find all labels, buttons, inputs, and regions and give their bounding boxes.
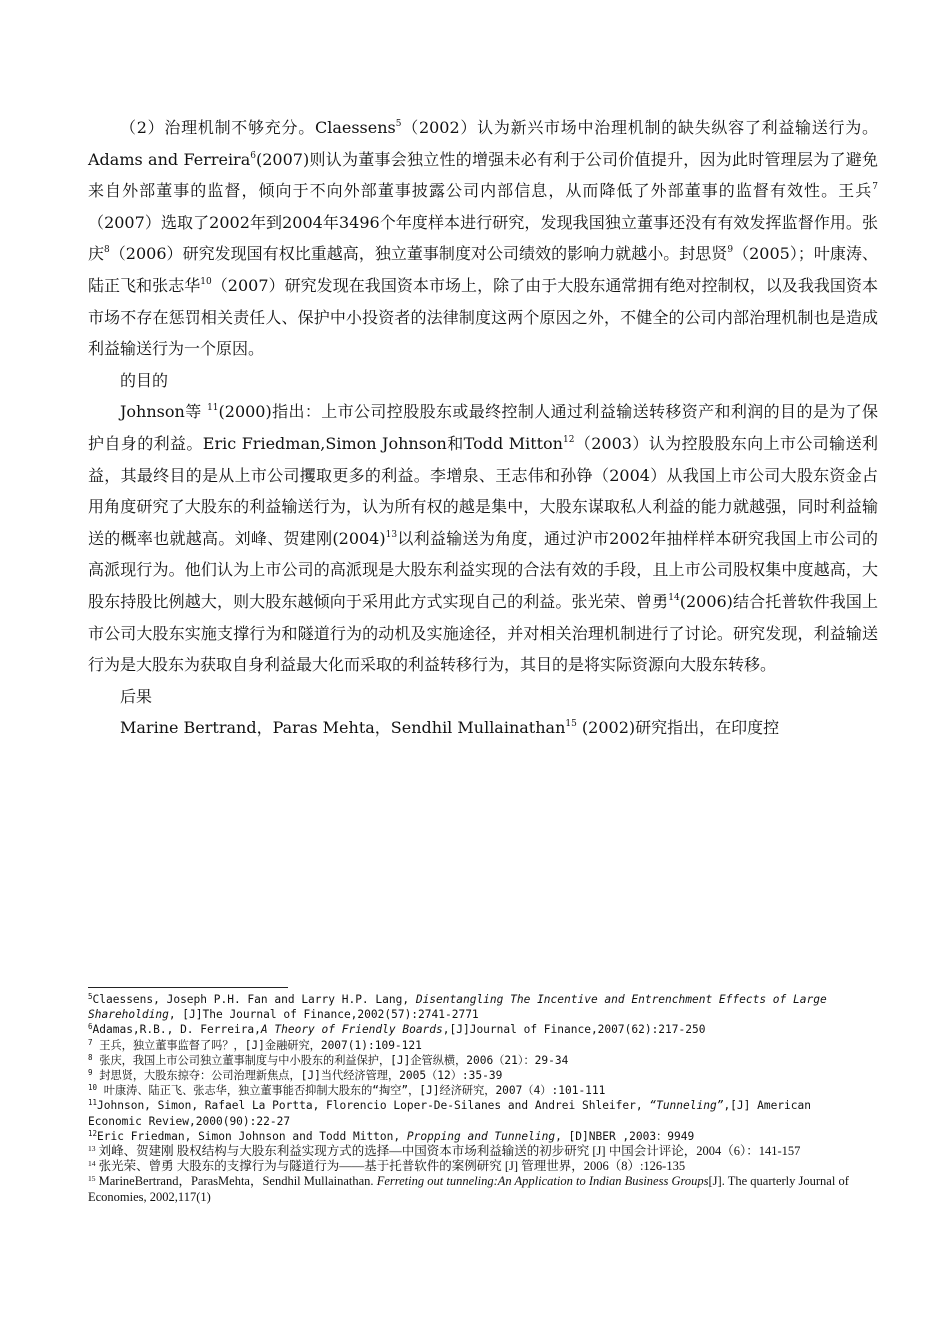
text-run: 张光荣、曾勇 大股东的支撑行为与隧道行为——基于托普软件的案例研究 [J] 管理世界，2006（8）:126-135 xyxy=(95,1159,686,1174)
footnote-separator xyxy=(88,987,288,988)
text-run: 封思贤，大股东掠夺：公司治理新焦点，[J]当代经济管理，2005（12）:35-39 xyxy=(92,1069,503,1083)
italic-title: A Theory of Friendly Boards xyxy=(260,1023,443,1037)
footnote xyxy=(88,1159,858,1174)
footnote xyxy=(88,1144,858,1159)
italic-title: Disentangling The Incentive and Entrenchment Effects of Large Shareholding xyxy=(88,993,827,1022)
footnote xyxy=(88,1022,858,1037)
section-heading xyxy=(88,365,878,397)
body-text xyxy=(88,112,878,744)
footnote-ref: 7 xyxy=(88,1037,93,1047)
text-run: , [D]NBER ,2003：9949 xyxy=(555,1129,695,1143)
text-run: (2006)结合托普软件我国上市公司大股东实施支撑行为和隧道行为的动机及实施途径，并对相关治理机制进行了讨论。研究发现，利益输送行为是大股东为获取自身利益最大化而采取的利益转移行为，其目的是将实际资源向大股东转移。 xyxy=(88,591,878,675)
footnote xyxy=(88,1129,858,1144)
text-run: Eric Friedman, Simon Johnson and Todd Mitton, xyxy=(97,1129,407,1143)
footnote-ref: 14 xyxy=(88,1159,96,1169)
text-run: （2003）认为控股股东向上市公司输送利益，其最终目的是从上市公司攫取更多的利益。李增泉、王志伟和孙铮（2004）从我国上市公司大股东资金占用角度研究了大股东的利益输送行为，认为所有权的越是集中，大股东谋取私人利益的能力就越强，同时利益输送的概率也就越高。刘峰、贺建刚(2004) xyxy=(88,433,878,548)
italic-title: “Tunneling” xyxy=(649,1099,724,1113)
text-run: (2000)指出：上市公司控股股东或最终控制人通过利益输送转移资产和利润的目的是为了保护自身的利益。Eric Friedman,Simon Johnson和Todd Mitton xyxy=(88,402,878,453)
text-run: Johnson等 xyxy=(120,402,208,422)
text-run: （2006）研究发现国有权比重越高，独立董事制度对公司绩效的影响力就越小。封思贤 xyxy=(109,244,728,264)
text-run: 刘峰、贺建刚 股权结构与大股东利益实现方式的选择—中国资本市场利益输送的初步研究 [J] 中国会计评论，2004（6）：141-157 xyxy=(95,1144,801,1159)
text-run: 张庆，我国上市公司独立董事制度与中小股东的利益保护，[J]企管纵横，2006（21）：29-34 xyxy=(92,1053,569,1067)
footnote-ref: 5 xyxy=(88,992,93,1001)
italic-title: Propping and Tunneling xyxy=(406,1129,556,1143)
text-run: （2005）；叶康涛、陆正飞和张志华 xyxy=(88,244,878,295)
footnote-ref: 15 xyxy=(565,719,577,730)
footnote-ref: 13 xyxy=(385,529,398,540)
text-run: 叶康涛、陆正飞、张志华，独立董事能否抑制大股东的“掏空”，[J]经济研究，2007（4）:101-111 xyxy=(97,1084,606,1098)
text-run: 的目的 xyxy=(120,370,169,390)
text-run: MarineBertrand，ParasMehta，Sendhil Mullainathan. xyxy=(95,1174,377,1189)
footnote xyxy=(88,1083,858,1098)
footnote xyxy=(88,1098,858,1128)
text-run: ,[J] American Economic Review,2000(90):22-27 xyxy=(88,1099,811,1128)
footnote xyxy=(88,1068,858,1083)
italic-title: Ferreting out tunneling:An Application to Indian Business Groups xyxy=(376,1174,709,1189)
text-run: 王兵，独立董事监督了吗？，[J]金融研究，2007(1):109-121 xyxy=(92,1038,422,1052)
footnote xyxy=(88,992,858,1022)
footnote-ref: 11 xyxy=(88,1098,98,1108)
text-run: （2007）选取了2002年到2004年3496个年度样本进行研究，发现我国独立董事还没有有效发挥监督作用。张庆 xyxy=(88,212,878,264)
footnote-ref: 9 xyxy=(88,1068,93,1078)
section-heading xyxy=(88,681,878,713)
footnote-ref: 13 xyxy=(88,1144,96,1154)
paragraph xyxy=(88,712,878,744)
text-run: （2007）研究发现在我国资本市场上，除了由于大股东通常拥有绝对控制权，以及我我国资本市场不存在惩罚相关责任人、保护中小投资者的法律制度这两个原因之外，不健全的公司内部治理机制也是造成利益输送行为一个原因。 xyxy=(88,275,878,359)
text-run: [J]. The quarterly Journal of Economies, 2002,117(1) xyxy=(88,1174,849,1204)
text-run: 以利益输送为角度，通过沪市2002年抽样样本研究我国上市公司的高派现行为。他们认为上市公司的高派现是大股东利益实现的合法有效的手段，且上市公司股权集中度越高，大股东持股比例越大，则大股东越倾向于采用此方式实现自己的利益。张光荣、曾勇 xyxy=(88,528,878,611)
text-run: (2002)研究指出，在印度控 xyxy=(576,718,780,738)
footnote-ref: 6 xyxy=(88,1022,93,1032)
text-run: Claessens, Joseph P.H. Fan and Larry H.P. Lang, xyxy=(92,993,416,1006)
text-run: Marine Bertrand，Paras Mehta，Sendhil Mullainathan xyxy=(120,718,566,738)
footnote-ref: 8 xyxy=(88,1052,93,1062)
text-run: Adamas,R.B., D. Ferreira, xyxy=(92,1023,261,1037)
footnote-ref: 9 xyxy=(727,245,734,256)
footnote-ref: 12 xyxy=(88,1128,98,1138)
text-run: 后果 xyxy=(120,686,153,706)
footnote xyxy=(88,1038,858,1053)
footnote-ref: 7 xyxy=(872,182,878,193)
footnote-ref: 12 xyxy=(563,434,575,445)
footnote xyxy=(88,1053,858,1068)
footnote-ref: 5 xyxy=(395,119,402,129)
footnotes xyxy=(88,992,858,1205)
text-run: （2）治理机制不够充分。Claessens xyxy=(120,118,396,137)
footnote-ref: 14 xyxy=(668,592,680,603)
footnote-ref: 6 xyxy=(250,150,256,161)
text-run: Johnson, Simon, Rafael La Portta, Florencio Loper-De-Silanes and Andrei Shleifer, xyxy=(97,1099,650,1113)
paragraph xyxy=(88,112,878,365)
footnote-ref: 10 xyxy=(200,276,212,287)
footnote xyxy=(88,1174,858,1204)
footnote-ref: 8 xyxy=(104,245,110,256)
footnote-ref: 11 xyxy=(207,403,219,414)
text-run: , [J]The Journal of Finance,2002(57):2741-2771 xyxy=(168,1008,479,1022)
footnote-ref: 10 xyxy=(88,1083,98,1093)
paragraph xyxy=(88,396,878,680)
text-run: ,[J]Journal of Finance,2007(62):217-250 xyxy=(442,1023,706,1037)
text-run: （2002）认为新兴市场中治理机制的缺失纵容了利益输送行为。Adams and Ferreira xyxy=(88,118,878,169)
text-run: (2007)则认为董事会独立性的增强未必有利于公司价值提升，因为此时管理层为了避免来自外部董事的监督，倾向于不向外部董事披露公司内部信息，从而降低了外部董事的监督有效性。王兵 xyxy=(88,149,878,201)
footnote-ref: 15 xyxy=(88,1174,96,1184)
